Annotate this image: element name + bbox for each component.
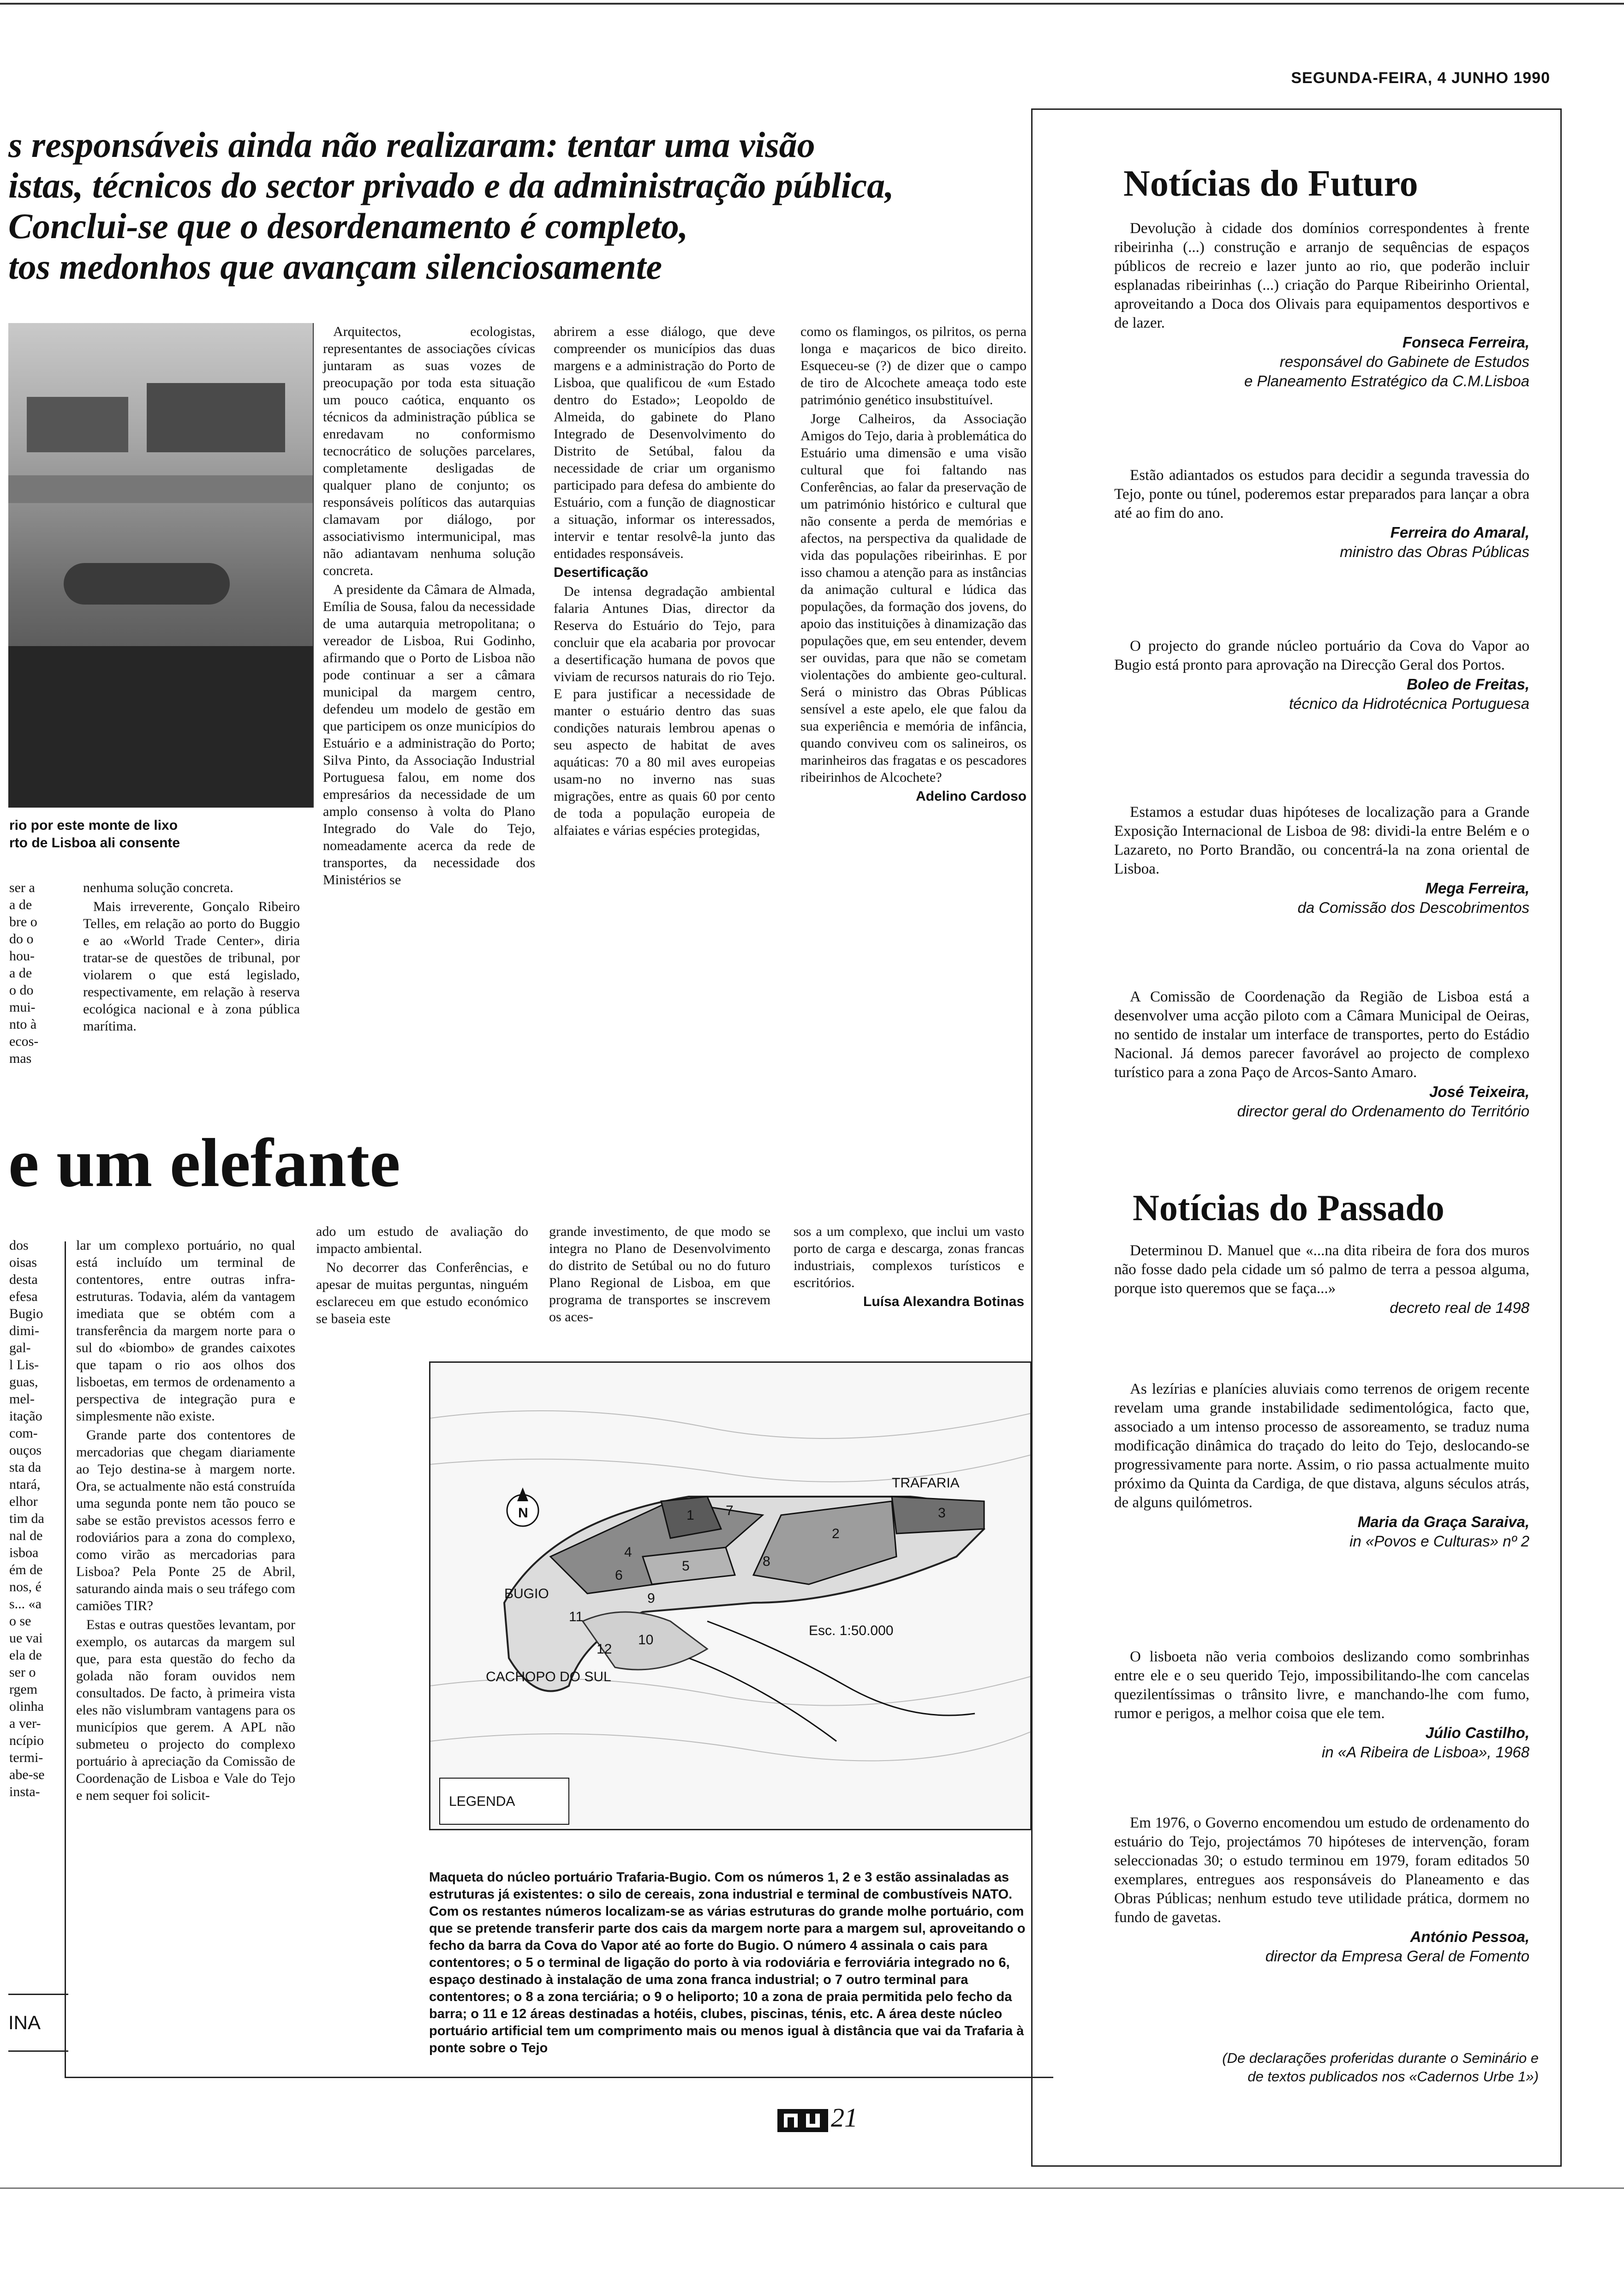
- passado-title: Notícias do Passado: [1133, 1188, 1445, 1228]
- dateline: SEGUNDA-FEIRA, 4 JUNHO 1990: [1291, 69, 1550, 87]
- map-num: 1: [687, 1508, 694, 1523]
- headline-line: istas, técnicos do sector privado e da administração pública,: [8, 165, 894, 205]
- map-num: 11: [569, 1609, 584, 1624]
- map-num: 12: [597, 1642, 612, 1657]
- page-number: 21: [777, 2102, 858, 2133]
- map-num: 3: [938, 1505, 946, 1521]
- futuro-item: Estamos a estudar duas hipóteses de localização para a Grande Exposição Internacional de Lisboa de 98: dividi-la entre Belém e o Lazareto, no Porto Brandão, ou concentrá-la na zona oriental de Lisboa. Mega Ferreira, da Comissão dos Descobrimentos: [1114, 804, 1529, 916]
- passado-item: O lisboeta não veria comboios deslizando como sombrinhas entre ele e o seu querido Tejo, impossibilitando-lhe com cancelas quezilentíssimas o trânsito livre, e manchando-lhe com fumo, rumor e perigos, a melhor coisa que ele tem. Júlio Castilho, in «A Ribeira de Lisboa», 1968: [1114, 1648, 1529, 1761]
- map-num: 10: [638, 1632, 654, 1648]
- article1-col2: abrirem a esse diálogo, que deve compreender os municípios das duas margens e a administração do Porto de Lisboa, que qualificou de «um Estado dentro do Estado»; Leopoldo de Almeida, do gabinete do Plano Integrado de Desenvolvimento do Distrito de Setúbal, falou da necessidade de criar um organismo participado para defesa do ambiente do Estuário, com a função de diagnosticar a situação, informar os interessados, intervir e tentar resolvê-la junto das entidades responsáveis. Desertificação De intensa degradação ambiental falaria Antunes Dias, director da Reserva do Estuário do Tejo, para concluir que ela acabaria por provocar a desertificação humana de povos que viviam de recursos naturais do rio Tejo. E para justificar a necessidade de manter o estuário dentro das suas condições naturais lembrou apenas o seu aspecto de habitat de aves aquáticas: 70 a 80 mil aves europeias usam-no no inverno nas suas migrações, entre as quais 60 por cento de toda a população europeia de alfaiates e várias espécies protegidas,: [554, 324, 775, 838]
- headline-line: s responsáveis ainda não realizaram: tentar uma visão: [8, 125, 815, 165]
- map-caption: Maqueta do núcleo portuário Trafaria-Bugio. Com os números 1, 2 e 3 estão assinaladas as estruturas já existentes: o silo de cereais, zona industrial e terminal de combustíveis NATO. Com os restantes números localizam-se as várias estruturas do grande molhe portuário, com que se pretende transferir parte dos cais da margem norte para a margem sul, aproveitando o fecho da barra da Cova do Vapor até ao forte do Bugio. O número 4 assinala o cais para contentores; o 5 o terminal de ligação do porto à via rodoviária e ferroviária integrado no 6, espaço destinado à instalação de uma zona franca industrial; o 7 outro terminal para contentores; o 8 a zona terciária; o 9 o heliporto; 10 a zona de praia permitida pelo fecho da barra; o 11 e 12 áreas destinadas a hotéis, clubes, piscinas, ténis, etc. A área deste núcleo portuário artificial tem um comprimento mais ou menos igual à distância que vai da Trafaria à ponte sobre o Tejo: [429, 1870, 1026, 2055]
- bottom-rule: [0, 2187, 1624, 2189]
- left-fragments-lower: dos oisas desta efesa Bugio dimi- gal- l Lis- guas, mel- itação com- ouços sta da ntará, elhor tim da nal de isboa ém de nos, é s... «a o se ue vai ela de ser o rgem olinha a ver- ncípio termi- abe-se insta-: [9, 1238, 45, 1799]
- futuro-item: Estão adiantados os estudos para decidir a segunda travessia do Tejo, ponte ou túnel, poderemos estar preparados para lançar a obra até ao fim do ano. Ferreira do Amaral, ministro das Obras Públicas: [1114, 467, 1529, 560]
- article2-col3: grande investimento, de que modo se integra no Plano de Desenvolvimento do distrito de Setúbal ou no do futuro Plano Regional de Lisboa, em que programa de transportes se inscrevem os aces-: [549, 1224, 770, 1324]
- map-label-trafaria: TRAFARIA: [892, 1475, 960, 1491]
- passado-item: Determinou D. Manuel que «...na dita ribeira de fora dos muros não fosse dado pela cidade um só palmo de terra a pessoa alguma, porque isto queremos que se faça...» decreto real de 1498: [1114, 1242, 1529, 1316]
- article1-col3: como os flamingos, os pilritos, os perna longa e maçaricos de bico direito. Esqueceu-se (?) de dizer que o campo de tiro de Alcochete ameaça todo este património genético insubstituível. Jorge Calheiros, da Associação Amigos do Tejo, daria à problemática do Estuário uma dimensão e uma visão cultural que foi faltando nas Conferências, ao falar da preservação de um património histórico e cultural que não consente a perda de memórias e afectos, na perspectiva da qualidade de vida das populações ribeirinhas. E por isso chamou a atenção para as instâncias da animação cultural e lúdica das populações, da formação dos jovens, do apoio das instituições à dinamização das populações que, em seu entender, devem ser ouvidas, para que não se cometam violentações do ambiente geo-cultural. Será o ministro das Obras Públicas sensível a este apelo, ele que falou da sua experiência e memória de infância, quando conviveu com os salineiros, os marinheiros das fragatas e os pescadores ribeirinhos de Alcochete? Adelino Cardoso: [800, 324, 1027, 804]
- article2-col1: lar um complexo portuário, no qual está incluído um terminal de contentores, entre outras infra-estruturas. Todavia, além da vantagem imediata que se obtém com a transferência da margem norte para o sul do «biombo» de grandes caixotes que tapam o rio aos olhos dos lisboetas, em termos de ordenamento a perspectiva de integração pura e simplesmente não existe. Grande parte dos contentores de mercadorias que chegam diariamente ao Tejo destina-se à margem norte. Ora, se actualmente não está construída uma segunda ponte nem tão pouco se sabe se estão previstos acessos ferro e rodoviários para a zona do complexo, como virão as mercadorias para Lisboa? Pela Ponte 25 de Abril, saturando ainda mais o seu tráfego com camiões TIR? Estas e outras questões levantam, por exemplo, os autarcas da margem sul que, para esta questão do fecho da golada não foram ouvidos nem consultados. De facto, à primeira vista eles não vislumbram vantagens para os municípios que gerem. A APL não submeteu o projecto do complexo portuário à apreciação da Comissão de Coordenação de Lisboa e Vale do Tejo e nem sequer foi solicit-: [76, 1238, 295, 1803]
- fragment-column: nenhuma solução concreta. Mais irreverente, Gonçalo Ribeiro Telles, em relação ao porto do Buggio e ao «World Trade Center», diria tratar-se de questões de tribunal, por violarem o que está legislado, respectivamente, em relação à reserva ecológica nacional e à zona pública marítima.: [83, 880, 300, 1034]
- top-rule: [0, 3, 1624, 5]
- headline: [8, 125, 1000, 287]
- passado-item: As lezírias e planícies aluviais como terrenos de origem recente revelam uma grande instabilidade sedimentológica, facto que, associado a um intenso processo de assoreamento, se traduz numa modificação dinâmica do traçado do leito do Tejo, deslocando-se progressivamente para norte. Assim, o rio passa actualmente muito próximo da Quinta da Cardiga, de que distava, alguns séculos atrás, de alguns quilómetros. Maria da Graça Saraiva, in «Povos e Culturas» nº 2: [1114, 1381, 1529, 1550]
- map-label-legenda: LEGENDA: [449, 1794, 515, 1809]
- sidebar-footnote: (De declarações proferidas durante o Seminário e de textos publicados nos «Cadernos Urbe 1»): [1222, 2050, 1539, 2085]
- map-num: 6: [615, 1568, 623, 1583]
- byline: Luísa Alexandra Botinas: [863, 1294, 1024, 1309]
- port-map: [429, 1361, 1032, 1830]
- map-num: 2: [832, 1526, 840, 1541]
- map-label-bugio: BUGIO: [504, 1586, 549, 1601]
- headline-line: tos medonhos que avançam silenciosamente: [8, 246, 663, 287]
- futuro-item: Devolução à cidade dos domínios correspondentes à frente ribeirinha (...) construção e arranjo de sequências de espaços públicos de recreio e lazer junto ao rio, que poderão incluir esplanadas ribeirinhas (...) criação do Parque Ribeirinho Oriental, aproveitando a Doca dos Olivais para equipamentos desportivos e de lazer. Fonseca Ferreira, responsável do Gabinete de Estudos e Planeamento Estratégico da C.M.Lisboa: [1114, 220, 1529, 389]
- article2-col4: sos a um complexo, que inclui um vasto porto de carga e descarga, zonas francas industriais, complexos turísticos e escritórios. Luísa Alexandra Botinas: [794, 1224, 1024, 1309]
- map-num: 7: [726, 1503, 734, 1518]
- byline: Adelino Cardoso: [915, 789, 1027, 804]
- futuro-title: Notícias do Futuro: [1123, 163, 1418, 204]
- map-scale: Esc. 1:50.000: [809, 1623, 894, 1638]
- futuro-item: O projecto do grande núcleo portuário da Cova do Vapor ao Bugio está pronto para aprovação na Direcção Geral dos Portos. Boleo de Freitas, técnico da Hidrotécnica Portuguesa: [1114, 638, 1529, 712]
- ina-fragment: INA: [8, 1994, 68, 2052]
- map-num: 9: [647, 1591, 655, 1606]
- map-num: 8: [763, 1554, 770, 1569]
- map-drawing: [430, 1363, 1030, 1829]
- passado-item: Em 1976, o Governo encomendou um estudo de ordenamento do estuário do Tejo, projectámos 70 hipóteses de intervenção, foram seleccionadas 30; o estudo terminou em 1979, foram editados 50 exemplares, entregues aos responsáveis do Planeamento e das Obras Públicas; nenhum estudo teve utilidade prática, dormem no fundo de gavetas. António Pessoa, director da Empresa Geral de Fomento: [1114, 1815, 1529, 1965]
- map-label-cachopo: CACHOPO DO SUL: [486, 1669, 611, 1684]
- article1-col1: Arquitectos, ecologistas, representantes de associações cívicas juntaram as suas vozes de preocupação por toda esta situação um pouco caótica, enquanto os técnicos da administração pública se enredavam no conformismo tecnocrático de soluções parcelares, completamente desligadas de qualquer plano de conjunto; os responsáveis políticos das autarquias clamavam por diálogo, por associativismo intermunicipal, mas não adiantavam nenhuma solução concreta. A presidente da Câmara de Almada, Emília de Sousa, falou da necessidade de uma autarquia metropolitana; o vereador de Lisboa, Rui Godinho, afirmando que o Porto de Lisboa não pode continuar a ser a câmara municipal da margem centro, defendeu um modelo de gestão em que participem os onze municípios do Estuário e a administração do Porto; Silva Pinto, da Associação Industrial Portuguesa falou, em nome dos empresários da necessidade de um amplo consenso à volta do Plano Integrado do Vale do Tejo, nomeadamente acerca da rede de transportes, da necessidade dos Ministérios se: [323, 324, 535, 887]
- left-fragments-upper: ser a a de bre o do o hou- a de o do mui- nto à ecos- mas: [9, 880, 39, 1066]
- subhead: Desertificação: [554, 565, 649, 580]
- photo-caption: rio por este monte de lixo rto de Lisboa ali consente: [9, 818, 180, 851]
- map-num: 4: [624, 1545, 632, 1560]
- headline-line: Conclui-se que o desordenamento é completo,: [8, 206, 688, 246]
- futuro-item: A Comissão de Coordenação da Região de Lisboa está a desenvolver uma acção piloto com a Câmara Municipal de Oeiras, no sentido de instalar um interface de transportes, perto do Estádio Nacional. Já demos parecer favorável ao projecto de complexo turístico para a zona Paço de Arcos-Santo Amaro. José Teixeira, director geral do Ordenamento do Território: [1114, 989, 1529, 1120]
- publication-logo-icon: [777, 2109, 828, 2132]
- map-num: 5: [682, 1558, 690, 1574]
- article2-col2: ado um estudo de avaliação do impacto ambiental. No decorrer das Conferências, e apesar de muitas perguntas, ninguém esclareceu em que estudo económico se baseia este: [316, 1224, 528, 1326]
- section-title: e um elefante: [8, 1125, 400, 1201]
- map-label-north: N: [518, 1505, 528, 1521]
- landfill-photo: [8, 323, 314, 808]
